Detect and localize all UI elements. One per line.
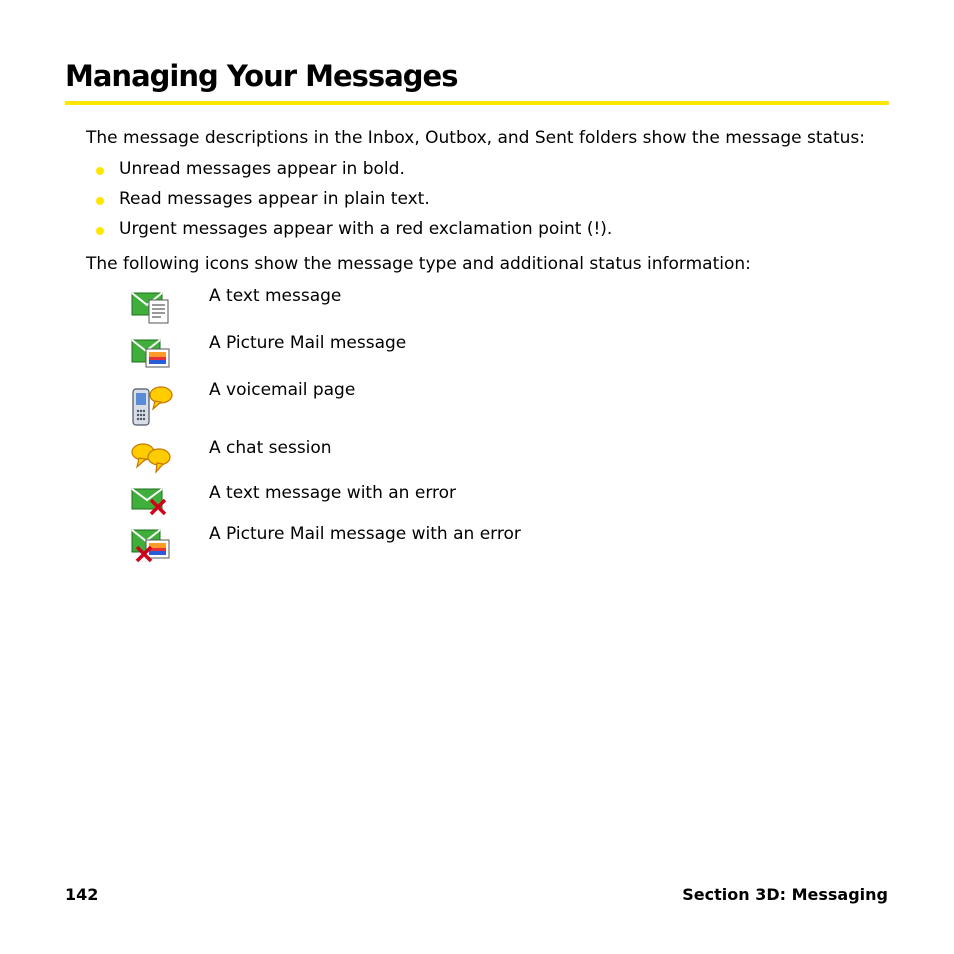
status-bullet-read: Read messages appear in plain text. <box>119 189 430 209</box>
status-bullet-unread: Unread messages appear in bold. <box>119 159 405 179</box>
icon-label-text-message: A text message <box>209 286 342 306</box>
page-title: Managing Your Messages <box>65 59 458 93</box>
status-bullet-urgent: Urgent messages appear with a red exclamation point (!). <box>119 219 613 239</box>
icons-intro-paragraph: The following icons show the message type and additional status information: <box>86 254 751 274</box>
icon-label-picture-mail: A Picture Mail message <box>209 333 407 353</box>
icon-label-voicemail-page: A voicemail page <box>209 380 356 400</box>
text-message-icon <box>131 290 171 330</box>
bullet-marker <box>96 197 104 205</box>
chat-session-icon <box>131 441 171 481</box>
page-number: 142 <box>65 885 99 904</box>
title-underline <box>65 101 889 105</box>
icon-label-chat-session: A chat session <box>209 438 332 458</box>
bullet-marker <box>96 167 104 175</box>
picture-mail-error-icon <box>131 528 171 568</box>
section-footer: Section 3D: Messaging <box>682 885 888 904</box>
intro-paragraph: The message descriptions in the Inbox, Outbox, and Sent folders show the message status: <box>86 128 865 148</box>
text-message-error-icon <box>131 488 171 528</box>
icon-label-text-message-error: A text message with an error <box>209 483 457 503</box>
icon-label-picture-mail-error: A Picture Mail message with an error <box>209 524 521 544</box>
bullet-marker <box>96 227 104 235</box>
voicemail-page-icon <box>131 384 171 424</box>
picture-mail-icon <box>131 338 171 378</box>
